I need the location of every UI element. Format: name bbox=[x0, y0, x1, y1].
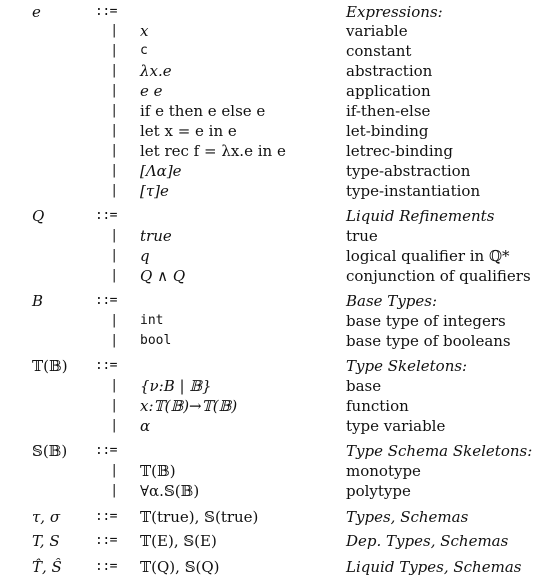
defines-symbol: ::= bbox=[95, 443, 117, 458]
alt-description: type-abstraction bbox=[346, 162, 471, 180]
alt-bar: | bbox=[112, 43, 117, 58]
alternative-row bbox=[0, 396, 540, 416]
alt-description: abstraction bbox=[346, 62, 433, 80]
alt-form: 𝕋(Q), 𝕊(Q) bbox=[140, 558, 220, 576]
category-heading: Base Types: bbox=[346, 292, 438, 310]
alt-bar: | bbox=[112, 333, 117, 348]
alt-form: x bbox=[140, 22, 149, 40]
alternative-row bbox=[0, 481, 540, 501]
alt-bar: | bbox=[112, 313, 117, 328]
alt-bar: | bbox=[112, 183, 117, 198]
defines-symbol: ::= bbox=[95, 533, 117, 548]
category-heading: Types, Schemas bbox=[346, 508, 469, 526]
alt-form: {ν:B | 𝔹} bbox=[140, 377, 212, 395]
category-heading: Liquid Types, Schemas bbox=[346, 558, 522, 576]
alt-form: α bbox=[140, 417, 151, 435]
defines-symbol: ::= bbox=[95, 208, 117, 223]
alt-form: 𝕋(𝔹) bbox=[140, 462, 176, 480]
production-type-skeleton bbox=[0, 356, 540, 376]
alternative-row bbox=[0, 81, 540, 101]
alternative-row bbox=[0, 226, 540, 246]
alternative-row bbox=[0, 141, 540, 161]
alt-description: function bbox=[346, 397, 409, 415]
alt-form: bool bbox=[140, 333, 172, 348]
alt-description: letrec-binding bbox=[346, 142, 453, 160]
production-types-schemas bbox=[0, 507, 540, 527]
alt-form: ∀α.𝕊(𝔹) bbox=[140, 482, 200, 500]
defines-symbol: ::= bbox=[95, 4, 117, 19]
category-heading: Type Schema Skeletons: bbox=[346, 442, 533, 460]
alt-bar: | bbox=[112, 123, 117, 138]
alt-bar: | bbox=[112, 483, 117, 498]
production-b bbox=[0, 291, 540, 311]
nonterminal: B bbox=[32, 292, 44, 310]
alt-bar: | bbox=[112, 63, 117, 78]
alt-form: λx.e bbox=[140, 62, 172, 80]
nonterminal: 𝕋(𝔹) bbox=[32, 357, 68, 375]
alt-description: monotype bbox=[346, 462, 421, 480]
production-schema-skeleton bbox=[0, 441, 540, 461]
alternative-row bbox=[0, 331, 540, 351]
defines-symbol: ::= bbox=[95, 559, 117, 574]
alt-form: c bbox=[140, 43, 148, 58]
alt-description: true bbox=[346, 227, 378, 245]
alt-description: variable bbox=[346, 22, 408, 40]
alternative-row bbox=[0, 461, 540, 481]
alt-bar: | bbox=[112, 23, 117, 38]
nonterminal: τ, σ bbox=[32, 508, 61, 526]
alt-bar: | bbox=[112, 103, 117, 118]
alt-bar: | bbox=[112, 83, 117, 98]
alt-description: application bbox=[346, 82, 431, 100]
alt-form: e e bbox=[140, 82, 163, 100]
category-heading: Type Skeletons: bbox=[346, 357, 468, 375]
alt-description: conjunction of qualifiers bbox=[346, 267, 531, 285]
alt-form: [Λα]e bbox=[140, 162, 182, 180]
category-heading: Dep. Types, Schemas bbox=[346, 532, 509, 550]
alt-description: constant bbox=[346, 42, 412, 60]
defines-symbol: ::= bbox=[95, 358, 117, 373]
alt-description: type variable bbox=[346, 417, 446, 435]
alternative-row bbox=[0, 266, 540, 286]
alt-bar: | bbox=[112, 268, 117, 283]
nonterminal: 𝕊(𝔹) bbox=[32, 442, 68, 460]
alternative-row bbox=[0, 161, 540, 181]
alt-bar: | bbox=[112, 143, 117, 158]
alternative-row bbox=[0, 181, 540, 201]
defines-symbol: ::= bbox=[95, 509, 117, 524]
alternative-row bbox=[0, 121, 540, 141]
alt-bar: | bbox=[112, 378, 117, 393]
alt-form: [τ]e bbox=[140, 182, 169, 200]
alt-bar: | bbox=[112, 248, 117, 263]
defines-symbol: ::= bbox=[95, 293, 117, 308]
nonterminal: Q bbox=[32, 207, 45, 225]
alt-bar: | bbox=[112, 228, 117, 243]
alt-description: polytype bbox=[346, 482, 411, 500]
alt-description: if-then-else bbox=[346, 102, 431, 120]
alternative-row bbox=[0, 311, 540, 331]
alt-form: if e then e else e bbox=[140, 102, 266, 120]
category-heading: Expressions: bbox=[346, 3, 443, 21]
nonterminal: T, S bbox=[32, 532, 60, 550]
alt-description: logical qualifier in ℚ* bbox=[346, 247, 510, 265]
alt-description: base bbox=[346, 377, 382, 395]
nonterminal: T̂, Ŝ bbox=[32, 558, 62, 576]
alt-description: let-binding bbox=[346, 122, 429, 140]
alt-bar: | bbox=[112, 463, 117, 478]
alternative-row bbox=[0, 21, 540, 41]
alt-form: Q ∧ Q bbox=[140, 267, 186, 285]
production-e bbox=[0, 2, 540, 22]
alt-bar: | bbox=[112, 418, 117, 433]
alt-form: int bbox=[140, 313, 164, 328]
alternative-row bbox=[0, 61, 540, 81]
production-q bbox=[0, 206, 540, 226]
alt-form: true bbox=[140, 227, 172, 245]
alt-bar: | bbox=[112, 398, 117, 413]
alt-description: base type of integers bbox=[346, 312, 506, 330]
alt-description: base type of booleans bbox=[346, 332, 511, 350]
alt-form: x:𝕋(𝔹)→𝕋(𝔹) bbox=[140, 397, 238, 415]
alt-form: let rec f = λx.e in e bbox=[140, 142, 286, 160]
alt-form: 𝕋(true), 𝕊(true) bbox=[140, 508, 259, 526]
category-heading: Liquid Refinements bbox=[346, 207, 495, 225]
alt-form: q bbox=[140, 247, 150, 265]
alt-bar: | bbox=[112, 163, 117, 178]
nonterminal: e bbox=[32, 3, 41, 21]
production-dep-types bbox=[0, 531, 540, 551]
alt-form: let x = e in e bbox=[140, 122, 237, 140]
alternative-row bbox=[0, 416, 540, 436]
alternative-row bbox=[0, 376, 540, 396]
alt-description: type-instantiation bbox=[346, 182, 481, 200]
alt-form: 𝕋(E), 𝕊(E) bbox=[140, 532, 217, 550]
alternative-row bbox=[0, 41, 540, 61]
alternative-row bbox=[0, 101, 540, 121]
production-liquid-types bbox=[0, 557, 540, 577]
alternative-row bbox=[0, 246, 540, 266]
